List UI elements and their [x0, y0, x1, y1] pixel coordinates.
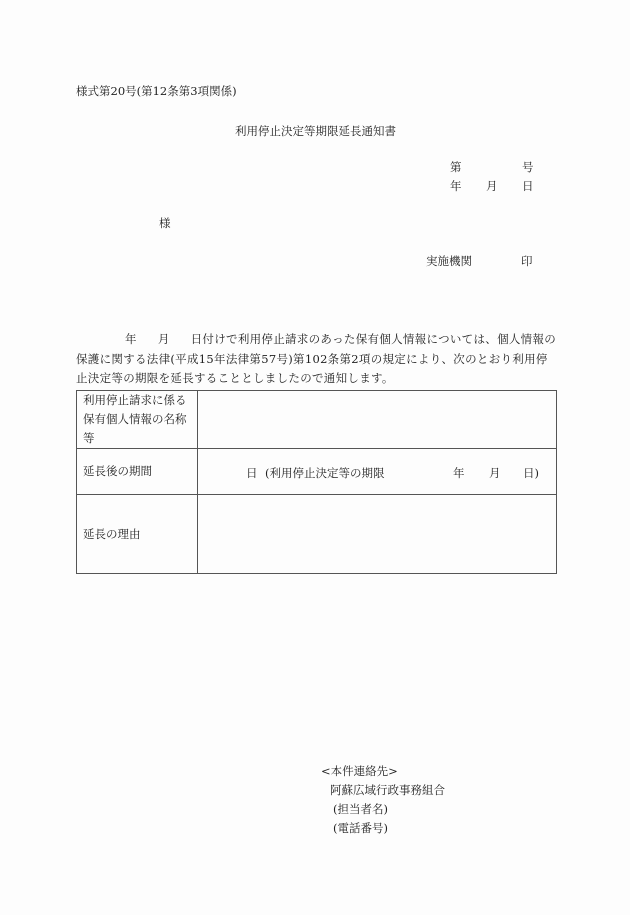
issuer-label: 実施機関: [426, 254, 472, 268]
value-info-name[interactable]: [198, 391, 557, 449]
seal-mark: 印: [521, 254, 533, 268]
document-title: 利用停止決定等期限延長通知書: [235, 124, 396, 138]
form-code: 様式第20号(第12条第3項関係): [76, 84, 237, 98]
label-extended-period: 延長後の期間: [77, 449, 198, 495]
value-extended-period[interactable]: [198, 449, 557, 495]
table-row: [77, 495, 557, 574]
value-reason[interactable]: [198, 495, 557, 574]
doc-number-prefix: 第: [450, 160, 462, 174]
date-year: 年: [450, 179, 462, 193]
doc-number-suffix: 号: [522, 160, 534, 174]
label-info-name: 利用停止請求に係る保有個人情報の名称等: [77, 391, 198, 449]
contact-heading: <本件連絡先>: [321, 764, 398, 778]
deadline-label: (利用停止決定等の期限: [265, 465, 385, 480]
table-row: [77, 391, 557, 449]
label-reason: 延長の理由: [77, 495, 198, 574]
deadline-day: 日): [523, 465, 539, 480]
body-month: 月: [157, 332, 170, 346]
extension-table: [76, 390, 557, 574]
deadline-year: 年: [453, 465, 465, 480]
recipient-suffix: 様: [159, 216, 171, 230]
contact-org: 阿蘇広域行政事務組合: [330, 783, 445, 797]
body-year: 年: [125, 332, 137, 346]
contact-person: (担当者名): [333, 802, 388, 816]
deadline-month: 月: [489, 465, 501, 480]
contact-phone: (電話番号): [333, 821, 388, 835]
body-text: 日付けで利用停止請求のあった保有個人情報については、個人情報の保護に関する法律(平成15年法律第57号)第102条第2項の規定により、次のとおり利用停止決定等の期限を延長することとしましたので通知します。: [76, 332, 557, 385]
date-day: 日: [522, 179, 534, 193]
table-row: [77, 449, 557, 495]
period-day: 日: [246, 465, 258, 480]
body-paragraph: [76, 330, 558, 389]
date-month: 月: [486, 179, 498, 193]
